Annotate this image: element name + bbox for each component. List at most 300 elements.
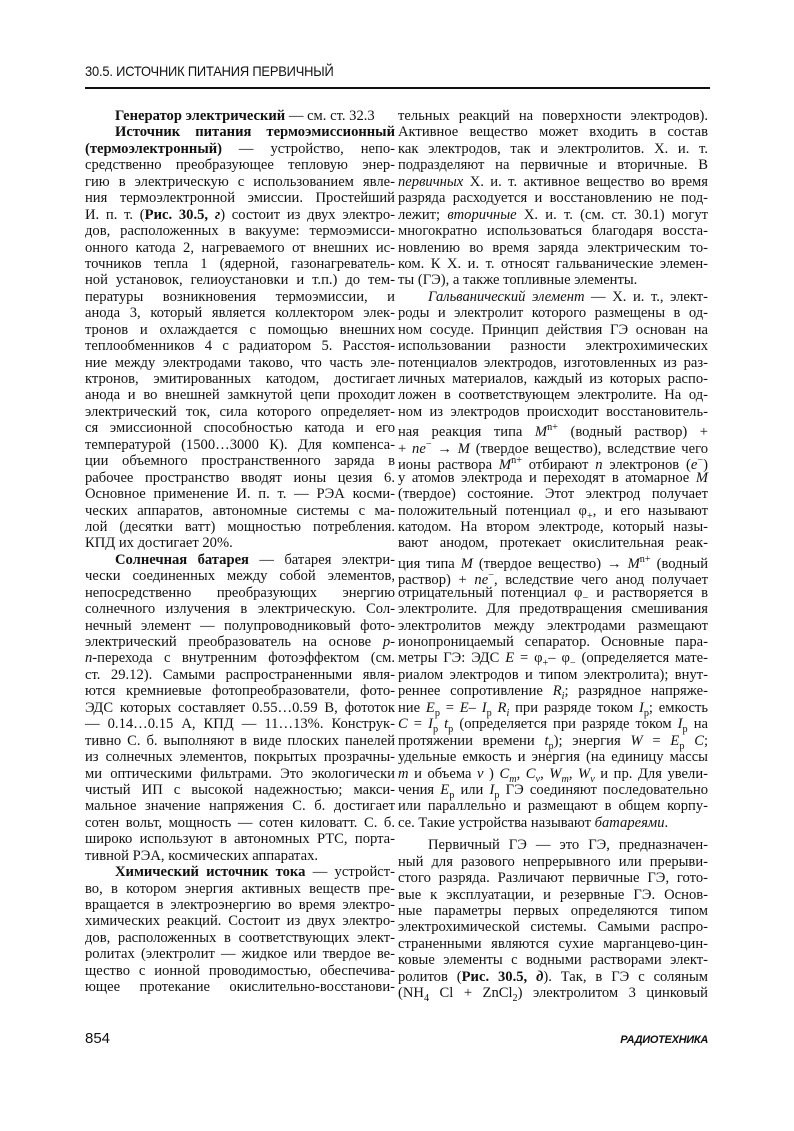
text-run: (водный раствор) + <box>557 424 708 441</box>
text-line <box>398 667 708 683</box>
text-run: р <box>643 707 649 719</box>
text-run: ются кремниевые фотопреобразователи, фото- <box>85 683 395 700</box>
text-line <box>398 207 708 223</box>
text-run: Х. и. т. активное вещество во время <box>463 173 708 190</box>
text-line <box>398 870 708 886</box>
text-run: ся эмиссионной способностью катода и его <box>85 420 395 437</box>
text-run: или <box>454 781 490 798</box>
text-line <box>398 985 708 1005</box>
text-line <box>85 634 395 650</box>
text-run: ); энергия <box>553 732 631 749</box>
text-run: — батарея электри- <box>248 551 396 568</box>
text-run: ; разрядное напряже- <box>564 683 708 700</box>
text-run: ты (ГЭ), а также топливные элементы. <box>398 272 638 289</box>
text-line <box>85 223 395 239</box>
text-run: положительный потенциал φ <box>398 502 587 519</box>
text-line <box>85 322 395 338</box>
text-run: р <box>679 740 685 752</box>
text-run: ной установок, гелиоустановки и т.п.) до тем- <box>85 272 395 289</box>
text-run: или параллельно и размещают в общем корпу- <box>398 798 708 815</box>
text-run: W <box>630 732 643 749</box>
text-run: 4 <box>423 993 430 1005</box>
text-run: W <box>549 765 562 782</box>
text-line <box>85 979 395 995</box>
text-line <box>398 322 708 338</box>
text-run: пературы возникновения термоэмиссии, и <box>85 288 395 305</box>
text-run: ный для разового непрерывного или прерыви- <box>398 853 708 870</box>
text-run: ном сосуде. Принцип действия ГЭ основан на <box>398 321 708 338</box>
text-run: – φ <box>548 650 570 667</box>
text-line <box>398 256 708 272</box>
text-run: ктронов, эмитированных катодом, достигает <box>85 371 395 387</box>
text-line <box>85 946 395 962</box>
text-run: Активное вещество может входить в состав <box>398 124 708 141</box>
text-line <box>85 256 395 272</box>
text-run: (твердое вещество) → <box>472 555 628 572</box>
text-run: риалом электродов и типом электролита); внут- <box>398 666 708 683</box>
text-line <box>85 782 395 798</box>
text-run: Гальванический элемент <box>428 288 585 305</box>
text-run: W <box>578 765 591 782</box>
text-line <box>398 765 708 785</box>
text-run: раствор) + <box>398 572 475 589</box>
text-run: электронов ( <box>602 457 691 474</box>
header-rule <box>85 87 710 89</box>
text-run: вают анодом, протекает окислительная реак- <box>398 535 708 552</box>
text-line <box>398 634 708 650</box>
text-run: , и его называют <box>592 502 708 519</box>
text-line <box>85 700 395 716</box>
text-line <box>85 108 395 124</box>
text-run: Х. и. т. (см. ст. 30.1) могут <box>516 206 708 223</box>
text-run: тивно С. б. выполняют в виде плоских панелей <box>85 732 395 749</box>
text-run: метры ГЭ: ЭДС <box>398 650 506 667</box>
text-run: удельные емкость и энергия (на единицу массы <box>398 749 708 766</box>
text-line <box>85 289 395 305</box>
text-run: дов, расположенных в соответствующих элект- <box>85 929 395 946</box>
text-run: p- <box>382 634 395 650</box>
text-line <box>85 716 395 732</box>
text-run: вые к эксплуатации, и резервные ГЭ. Основ- <box>398 886 708 903</box>
text-run: непосредственно преобразующих энергию <box>85 584 395 601</box>
text-line <box>398 190 708 206</box>
text-run: широко используют в автономных РТС, порта- <box>85 831 395 848</box>
journal-title: РАДИОТЕХНИКА <box>620 1034 708 1046</box>
text-run: р <box>434 707 440 719</box>
text-line <box>85 881 395 897</box>
text-line <box>398 240 708 256</box>
text-run: р <box>449 789 455 801</box>
text-line <box>398 584 708 604</box>
text-run: температурой (1500…3000 К). Для компенса- <box>85 436 395 453</box>
text-line <box>85 766 395 782</box>
text-run: г <box>214 206 221 223</box>
text-run: ne <box>474 572 489 589</box>
text-run: дов, расположенных в вакууме: термоэмисси- <box>85 223 395 240</box>
text-run: потенциалов электродов, изготовленных из раз- <box>398 354 708 371</box>
text-run: M <box>534 424 548 441</box>
text-line <box>398 699 709 719</box>
text-run: чения <box>398 781 441 798</box>
text-run: M <box>627 555 640 572</box>
text-line <box>398 355 708 371</box>
text-run: i <box>561 691 565 703</box>
text-run: протяжении времени <box>398 732 545 749</box>
text-run: − <box>697 455 704 467</box>
text-run: t <box>438 716 449 733</box>
text-run: анода и во внешней замкнутой цепи проходит <box>85 387 395 404</box>
text-run: использовании разности электрохимических <box>398 338 708 355</box>
text-run: ние <box>398 699 426 716</box>
text-run: р <box>682 724 688 736</box>
text-line <box>398 887 708 903</box>
text-line <box>398 781 708 801</box>
text-run: Рис. 30.5, <box>144 206 215 223</box>
text-line <box>398 371 708 387</box>
text-line <box>398 437 709 457</box>
text-run: ролитов ( <box>398 968 462 985</box>
text-line <box>398 272 708 288</box>
text-run: E <box>459 699 469 716</box>
text-run: ролитах (электролит — жидкое или твердое ве- <box>85 946 395 963</box>
text-run: E <box>425 699 435 716</box>
text-run: ческих аппаратов, автономные системы с ма- <box>85 502 395 519</box>
text-run: -перехода с внутренним фотоэффектом (см. <box>92 650 395 667</box>
text-line <box>85 650 395 666</box>
text-run: n <box>85 650 93 667</box>
text-line <box>398 837 708 853</box>
text-run: v <box>590 773 595 785</box>
text-run: КПД их достигает 20%. <box>85 535 233 552</box>
text-line <box>85 749 395 765</box>
text-run: I <box>638 699 644 716</box>
text-run: Солнечная батарея <box>115 551 249 568</box>
text-run: чески соединенных между собой элементов, <box>85 568 395 585</box>
text-run: ионопроницаемый сепаратор. Основные пара- <box>398 634 708 650</box>
text-run: Cl + ZnCl <box>429 985 513 1002</box>
text-run: ) состоит из двух электро- <box>220 206 395 223</box>
text-line <box>398 568 708 589</box>
text-line <box>85 913 395 929</box>
text-run: ющее протекание окислительно-восстанови- <box>85 979 395 996</box>
text-line <box>85 864 395 880</box>
text-run: ; <box>703 732 709 749</box>
text-run: стого разряда. Различают первичные ГЭ, гото- <box>398 870 708 887</box>
text-run: д <box>536 968 544 985</box>
text-line <box>398 601 708 617</box>
text-run: во, в котором энергия активных веществ пре- <box>85 880 395 897</box>
text-run: мальное значение напряжения С. б. достигает <box>85 798 395 815</box>
text-run: новлению во время заряда электрическим то- <box>398 239 708 256</box>
text-run: и растворяется в <box>588 584 708 601</box>
text-run: личных материалов, каждый из которых распо- <box>398 371 708 387</box>
text-line <box>85 272 395 288</box>
text-run: р <box>548 740 554 752</box>
text-run: и пр. Для увели- <box>594 765 708 782</box>
text-run: вращается в электроэнергию во время электро- <box>85 897 395 913</box>
text-line <box>85 470 395 486</box>
text-run: ). Так, в ГЭ с соляным <box>543 968 709 985</box>
text-run: = φ <box>514 650 543 667</box>
text-run: m <box>509 773 517 785</box>
text-run: тельных реакций на поверхности электродов). <box>398 108 708 124</box>
text-run: n+ <box>547 422 558 434</box>
text-line <box>85 387 395 403</box>
text-run: как электродов, так и электролитов. Х. и. т. <box>398 140 708 157</box>
text-run: и объема <box>408 765 477 782</box>
text-run: чистый ИП с высокой надежностью; макси- <box>85 781 395 798</box>
text-run: n+ <box>639 553 651 565</box>
text-line <box>398 519 708 535</box>
text-run: C <box>499 765 510 782</box>
text-run: солнечного излучения в электрическую. Сол- <box>85 601 395 618</box>
text-run: ) <box>703 457 708 474</box>
text-run: ном из электродов происходит восстановитель- <box>398 403 708 420</box>
text-run: Первичный ГЭ — это ГЭ, предназначен- <box>428 837 708 854</box>
text-run: (твердое) состояние. Этот электрод получает <box>398 486 708 503</box>
text-line <box>398 124 708 140</box>
text-line <box>398 305 708 321</box>
text-line <box>85 124 395 140</box>
text-run: (NH <box>398 985 424 1002</box>
text-line <box>85 437 395 453</box>
text-run: гию в электрическую с использованием явле- <box>85 173 395 190</box>
text-run: подразделяют на первичные и вторичные. В <box>398 157 708 174</box>
text-line <box>85 601 395 617</box>
text-line <box>85 930 395 946</box>
text-run: разряда расходуется и восстановлению не под- <box>398 190 708 207</box>
text-run: → <box>431 440 458 457</box>
text-run: страненными являются сухие марганцево-цин- <box>398 935 708 952</box>
text-run: R <box>552 683 562 700</box>
text-run: сотен вольт, мощность — сотен киловатт. С. б. <box>85 814 395 831</box>
text-line <box>85 733 395 749</box>
text-run: m <box>561 773 569 785</box>
text-run: рабочее пространство вводят ионы цезия 6. <box>85 469 395 486</box>
text-line <box>85 568 395 584</box>
text-run: R <box>491 699 507 716</box>
text-run: Источник питания термоэмиссионный <box>115 124 395 141</box>
text-run: химических реакций. Состоит из двух электро- <box>85 913 395 930</box>
text-run: . <box>664 814 669 831</box>
text-run: , <box>516 765 526 782</box>
text-run: E <box>505 650 515 667</box>
text-run: + <box>398 440 413 457</box>
text-run: р <box>448 724 454 736</box>
text-run: Рис. 30.5, <box>461 968 537 985</box>
text-run: щество с ионной проводимостью, обеспечива- <box>85 962 395 979</box>
text-run: = <box>407 716 429 733</box>
text-run: ne <box>412 440 426 457</box>
text-line <box>398 387 708 403</box>
text-run: , вследствие чего анод получает <box>493 572 708 589</box>
text-run: + <box>542 658 549 670</box>
text-run: при разряде током <box>509 699 639 716</box>
text-line <box>398 683 708 703</box>
text-line <box>85 420 395 436</box>
text-line <box>398 952 708 968</box>
text-run: C <box>684 732 704 749</box>
text-line <box>85 897 395 913</box>
text-line <box>85 585 395 601</box>
text-line <box>85 963 395 979</box>
text-line <box>85 535 395 551</box>
text-run: ЭДС которых составляет 0.55…0.59 В, фототок <box>85 699 395 716</box>
text-line <box>398 535 708 551</box>
text-run: − <box>569 658 576 670</box>
text-line <box>85 371 395 387</box>
text-line <box>398 716 708 736</box>
text-run: — см. ст. 32.3 <box>285 108 375 124</box>
text-run: — Х. и. т., элект- <box>584 288 708 305</box>
text-run: реннее сопротивление <box>398 683 553 700</box>
text-line <box>85 503 395 519</box>
text-line <box>85 190 395 206</box>
text-line <box>398 420 708 441</box>
text-run: (водный <box>650 555 709 572</box>
text-run: отрицательный потенциал φ <box>398 584 583 601</box>
text-run: — устройст- <box>305 864 395 881</box>
text-line <box>85 519 395 535</box>
text-line <box>85 141 395 157</box>
text-run: v <box>535 773 541 785</box>
text-run: M <box>498 457 512 474</box>
text-run: n <box>595 457 603 474</box>
text-run: многократно использоваться благодаря восста- <box>398 223 708 240</box>
text-line <box>398 969 708 985</box>
text-run: электролите. Для предотвращения смешивания <box>398 601 708 618</box>
text-run: ция типа <box>398 555 461 572</box>
text-line <box>398 650 708 670</box>
text-line <box>85 848 395 864</box>
text-line <box>85 683 395 699</box>
text-run: ложен в соответствующем электролите. На од- <box>398 387 708 404</box>
text-line <box>398 502 708 522</box>
text-line <box>398 404 708 420</box>
text-run: C <box>398 716 408 733</box>
text-run: e <box>690 457 698 474</box>
text-run: ) электролитом 3 цинковый <box>517 985 708 1002</box>
text-run: электрохимической системы. Самыми распро- <box>398 919 708 936</box>
text-run: M <box>457 440 470 457</box>
text-run: 2 <box>512 993 518 1005</box>
text-line <box>85 305 395 321</box>
text-line <box>85 831 395 847</box>
text-run: , <box>568 765 579 782</box>
text-run: ст. 29.12). Самыми распространенными явля- <box>85 666 395 683</box>
text-line <box>85 338 395 354</box>
text-run: электролитов между электродами размещают <box>398 617 708 634</box>
text-run: на <box>687 716 708 733</box>
text-line <box>85 174 395 190</box>
text-run: E <box>440 781 450 798</box>
text-line <box>85 240 395 256</box>
text-line <box>85 404 395 420</box>
text-run: – <box>468 699 482 716</box>
text-run: тронов и охлаждается с помощью внешних <box>85 321 395 338</box>
text-run: ГЭ соединяют последовательно <box>499 781 708 798</box>
text-run: тивной РЭА, космических аппаратах. <box>85 847 319 864</box>
left-column <box>85 108 395 996</box>
text-line <box>398 618 708 634</box>
text-run: ми оптическими фильтрами. Это экологически <box>85 765 395 782</box>
text-run: − <box>425 438 432 450</box>
text-line <box>85 207 395 223</box>
page-number: 854 <box>85 1030 111 1047</box>
text-line <box>85 798 395 814</box>
text-run: = <box>439 699 460 716</box>
text-line <box>398 174 708 190</box>
text-run: р <box>486 707 492 719</box>
text-line <box>398 936 708 952</box>
text-line <box>398 141 708 157</box>
text-line <box>398 815 708 831</box>
text-run: батареями <box>594 814 665 831</box>
text-run: электрический преобразователь на основе <box>85 634 383 650</box>
text-run: нечный элемент — полупроводниковый фото- <box>85 617 395 634</box>
text-run: средственно преобразующее тепловую энер- <box>85 157 395 174</box>
text-run: се. Такие устройства называют <box>398 814 595 831</box>
text-line <box>85 453 395 469</box>
text-run: у атомов электрода и переходят в атомарное <box>398 469 696 486</box>
text-line <box>85 667 395 683</box>
running-head: 30.5. ИСТОЧНИК ПИТАНИЯ ПЕРВИЧНЫЙ <box>85 63 334 79</box>
text-run: отбирают <box>521 457 596 474</box>
text-line <box>398 552 709 572</box>
text-line <box>85 815 395 831</box>
text-line <box>398 919 708 935</box>
text-run: , <box>540 765 550 782</box>
text-run: ние между электродами таково, что часть эле- <box>85 354 395 371</box>
text-run: = <box>642 732 671 749</box>
text-run: ) <box>483 765 500 782</box>
text-run: — устройство, непо- <box>221 140 395 157</box>
text-run: C <box>525 765 536 782</box>
text-run: ная реакция типа <box>398 424 535 441</box>
text-run: р <box>494 789 500 801</box>
text-run: I <box>489 781 495 798</box>
text-run: первичных <box>398 173 464 190</box>
text-run: из солнечных элементов, покрытых прозрачны- <box>85 749 395 766</box>
text-run: электрический ток, сила которого определяет- <box>85 403 395 420</box>
text-line <box>398 157 708 173</box>
text-line <box>85 157 395 173</box>
text-line <box>398 903 708 919</box>
text-line <box>398 289 708 305</box>
text-run: E <box>670 732 680 749</box>
text-run: (твердое вещество), вследствие чего <box>469 440 709 457</box>
text-run: Основное применение И. п. т. — РЭА косми- <box>85 486 395 503</box>
text-line <box>398 338 708 354</box>
text-run: катодом. На втором электроде, который назы- <box>398 518 708 535</box>
text-run: ния термоэлектронной эмиссии. Простейший <box>85 190 395 207</box>
text-run: Химический источник тока <box>115 864 306 881</box>
text-run: (определяется мате- <box>575 650 708 667</box>
text-line <box>398 854 708 870</box>
text-run: (определяется при разряде током <box>453 716 678 733</box>
text-run: И. п. т. ( <box>85 206 145 223</box>
text-run: теплообменников 4 с радиатором 5. Расстоя- <box>85 338 395 355</box>
text-run: M <box>695 469 708 486</box>
text-run: (термоэлектронный) <box>85 140 222 157</box>
text-run: лой (десятки ватт) мощностью потребления. <box>85 518 395 535</box>
text-run: ионы раствора <box>398 457 499 474</box>
text-line <box>398 798 708 814</box>
text-line <box>398 108 708 124</box>
text-run: i <box>506 707 510 719</box>
text-run: ные параметры первых определяются типом <box>398 903 708 919</box>
text-line <box>398 486 708 502</box>
